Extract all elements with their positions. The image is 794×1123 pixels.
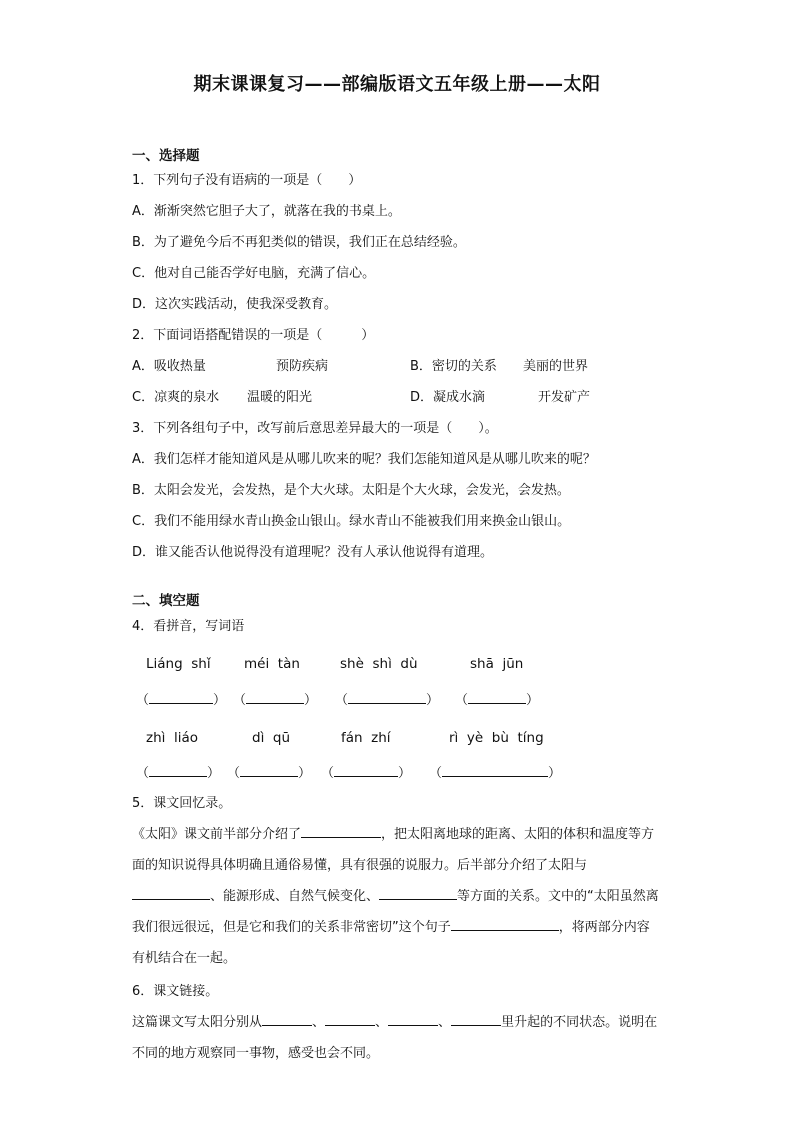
q6-text: 里升起的不同状态。说明在不同的地方观察同一事物，感受也会不同。 (132, 1015, 658, 1061)
q3-stem: 3．下列各组句子中，改写前后意思差异最大的一项是（ ）。 (132, 421, 498, 436)
q1-option-a: A．渐渐突然它胆子大了，就落在我的书桌上。 (132, 204, 401, 219)
fill-blank[interactable] (301, 825, 381, 838)
q2-option-a-2: 预防疾病 (276, 359, 329, 374)
q3-option-d: D．谁又能否认他说得没有道理呢？没有人承认他说得有道理。 (132, 545, 494, 560)
q6-stem: 6．课文链接。 (132, 984, 219, 999)
q2-option-b-2: 美丽的世界 (523, 359, 589, 374)
q2-option-c-2: 温暖的阳光 (247, 390, 313, 405)
q6-sep: 、 (438, 1015, 452, 1030)
pinyin-7: fán zhí (341, 730, 391, 746)
answer-box[interactable]: （ ） (335, 693, 440, 708)
answer-box[interactable]: （ ） (455, 693, 540, 708)
pinyin-2: méi tàn (244, 656, 300, 672)
fill-blank[interactable] (451, 1013, 501, 1026)
q5-text: 、能源形成、自然气候变化、 (210, 889, 380, 904)
q3-option-b: B．太阳会发光，会发热，是个大火球。太阳是个大火球，会发光，会发热。 (132, 483, 570, 498)
fill-blank[interactable] (262, 1013, 312, 1026)
answer-box[interactable]: （ ） (227, 766, 312, 781)
pinyin-3: shè shì dù (340, 656, 418, 672)
q6-sep: 、 (375, 1015, 389, 1030)
q2-option-d: D．凝成水滴 (410, 390, 486, 405)
section-heading-fill: 二、填空题 (132, 593, 200, 609)
q6-sep: 、 (312, 1015, 326, 1030)
fill-blank[interactable] (379, 887, 457, 900)
q4-stem: 4．看拼音，写词语 (132, 619, 245, 634)
q1-option-b: B．为了避免今后不再犯类似的错误，我们正在总结经验。 (132, 235, 466, 250)
answer-box[interactable]: （ ） (136, 693, 227, 708)
fill-blank[interactable] (451, 918, 559, 931)
q1-option-c: C．他对自己能否学好电脑，充满了信心。 (132, 266, 376, 281)
q3-option-a: A．我们怎样才能知道风是从哪儿吹来的呢？我们怎能知道风是从哪儿吹来的呢？ (132, 452, 596, 467)
answer-box[interactable]: （ ） (321, 766, 412, 781)
q2-stem: 2．下面词语搭配错误的一项是（ ） (132, 328, 375, 343)
answer-box[interactable]: （ ） (136, 766, 221, 781)
q2-option-b: B．密切的关系 (410, 359, 497, 374)
q5-text: 《太阳》课文前半部分介绍了 (132, 827, 302, 842)
q5-paragraph (132, 819, 662, 974)
answer-box[interactable]: （ ） (429, 766, 562, 781)
pinyin-5: zhì liáo (146, 730, 199, 746)
q2-option-d-2: 开发矿产 (538, 390, 591, 405)
section-heading-choice: 一、选择题 (132, 148, 200, 164)
answer-box[interactable]: （ ） (233, 693, 318, 708)
fill-blank[interactable] (325, 1013, 375, 1026)
q3-option-c: C．我们不能用绿水青山换金山银山。绿水青山不能被我们用来换金山银山。 (132, 514, 571, 529)
q5-text: ，把太阳离地球的距离、太阳的体积和温度等方面的知识说得具体明确且通俗易懂，具有很强的说服力。后半部分介绍了太阳与 (132, 827, 655, 873)
q2-option-a: A．吸收热量 (132, 359, 206, 374)
pinyin-1: Liáng shǐ (146, 656, 211, 672)
pinyin-6: dì qū (252, 730, 291, 746)
fill-blank[interactable] (132, 887, 210, 900)
page-title: 期末课课复习——部编版语文五年级上册——太阳 (193, 74, 601, 95)
q1-stem: 1．下列句子没有语病的一项是（ ） (132, 173, 362, 188)
pinyin-8: rì yè bù tíng (449, 730, 544, 746)
q1-option-d: D．这次实践活动，使我深受教育。 (132, 297, 338, 312)
pinyin-4: shā jūn (470, 656, 524, 672)
q5-stem: 5．课文回忆录。 (132, 796, 232, 811)
q5-text: ，将两部分内容有机结合在一起。 (132, 920, 650, 966)
fill-blank[interactable] (388, 1013, 438, 1026)
q2-option-c: C．凉爽的泉水 (132, 390, 220, 405)
q5-text: 等方面的关系。文中的“太阳虽然离我们很远很远，但是它和我们的关系非常密切”这个句子 (132, 889, 659, 935)
q6-paragraph (132, 1007, 662, 1069)
q6-text: 这篇课文写太阳分别从 (132, 1015, 263, 1030)
